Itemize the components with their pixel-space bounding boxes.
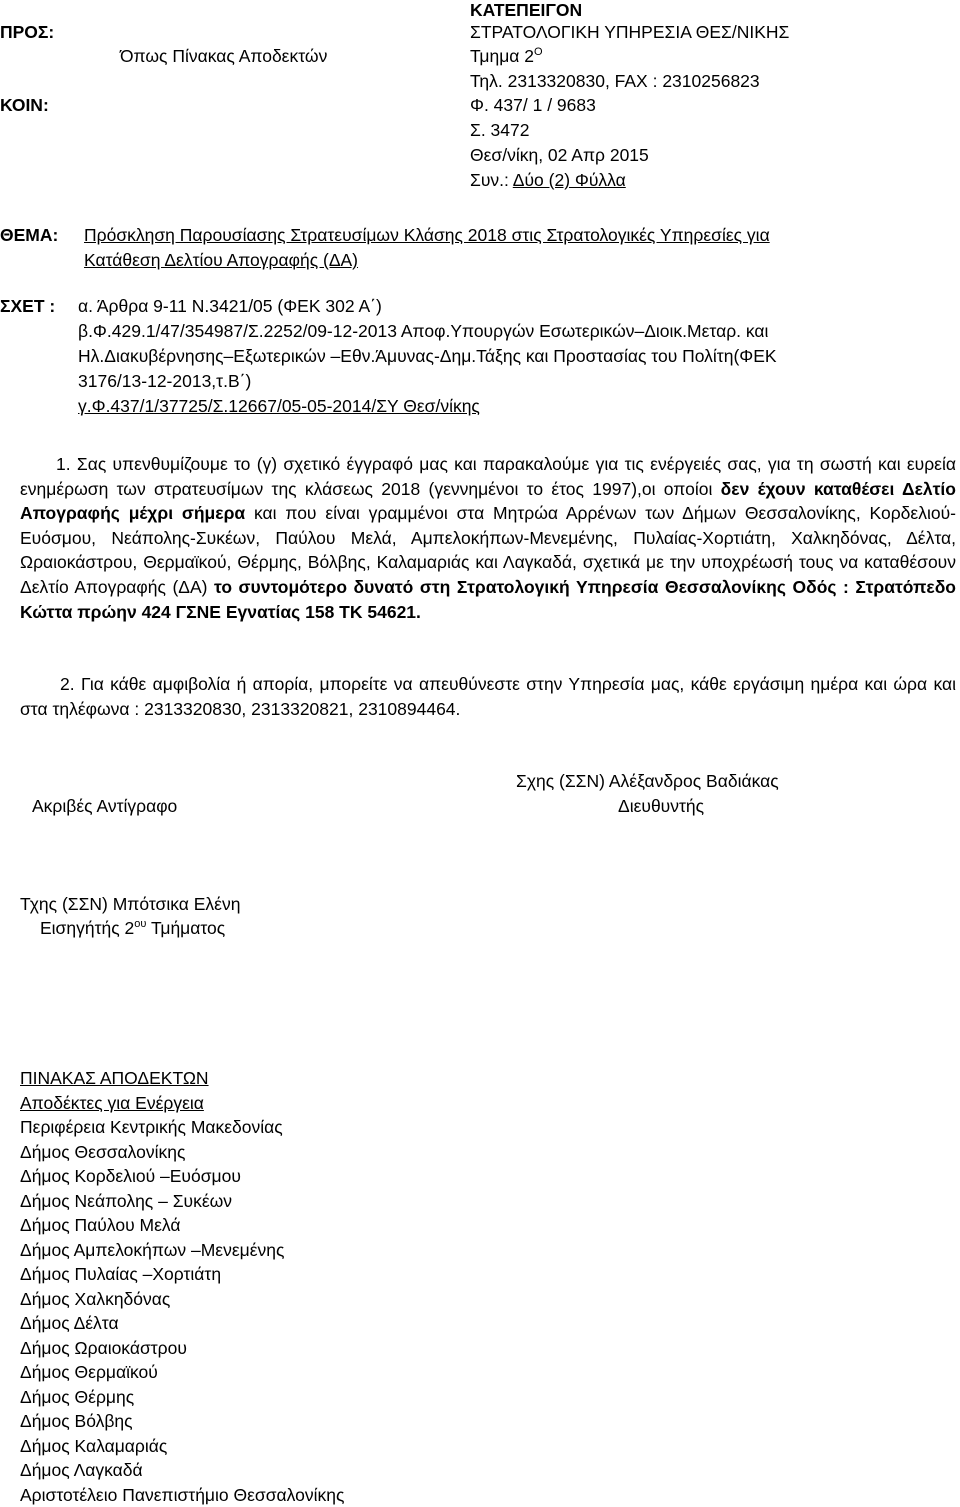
reference-b-line-1: β.Φ.429.1/47/354987/Σ.2252/09-12-2013 Αποφ.Υπουργών Εσωτερικών–Διοικ.Μεταρ. και [78, 321, 768, 343]
attachments: Συν.: Δύο (2) Φύλλα [470, 170, 626, 192]
paragraph-2-number: 2. [60, 674, 75, 694]
service-name: ΣΤΡΑΤΟΛΟΓΙΚΗ ΥΠΗΡΕΣΙΑ ΘΕΣ/ΝΙΚΗΣ [470, 22, 789, 44]
list-item: Δήμος Αμπελοκήπων –Μενεμένης [20, 1238, 344, 1263]
file-number: Φ. 437/ 1 / 9683 [470, 95, 596, 117]
urgent-mark: ΚΑΤΕΠΕΙΓΟΝ [470, 0, 582, 22]
list-item: Δήμος Θέρμης [20, 1385, 344, 1410]
true-copy-label: Ακριβές Αντίγραφο [32, 796, 177, 818]
rapporteur-title: Εισηγήτής $2^{o\upsilon}$ Τμήματος [40, 918, 225, 940]
list-item: Δήμος Βόλβης [20, 1409, 344, 1434]
signer-title: Διευθυντής [618, 796, 704, 818]
list-item: Δήμος Κορδελιού –Ευόσμου [20, 1164, 344, 1189]
list-item: Δήμος Λαγκαδά [20, 1458, 344, 1483]
list-item: Δήμος Θεσσαλονίκης [20, 1140, 344, 1165]
recipients-subheading: Αποδέκτες για Ενέργεια [20, 1091, 344, 1116]
reference-c: γ.Φ.437/1/37725/Σ.12667/05-05-2014/ΣΥ Θεσ/νίκης [78, 396, 480, 418]
paragraph-2: 2. Για κάθε αμφιβολία ή απορία, μπορείτε να απευθύνεστε στην Υπηρεσία μας, κάθε εργάσιμη ημέρα και ώρα και στα τηλέφωνα : 2313320830, 2313320821, 2310894464. [20, 672, 956, 721]
list-item: Περιφέρεια Κεντρικής Μακεδονίας [20, 1115, 344, 1140]
paragraph-1: 1. Σας υπενθυμίζουμε το (γ) σχετικό έγγραφό μας και παρακαλούμε για τις ενέργειές σας, για τη σωστή και ευρεία ενημέρωση των στρατευσίμων της κλάσεως 2018 (γεννημένοι το έτος 1997),οι οποίοι δεν έχουν καταθέσει Δελτίο Απογραφής μέχρι σήμερα και που είναι γραμμένοι στα Μητρώα Αρρένων των Δήμων Θεσσαλονίκης, Κορδελιού-Ευόσμου, Νεάπολης-Συκέων, Παύλου Μελά, Αμπελοκήπων-Μενεμένης, Πυλαίας-Χορτιάτη, Χαλκηδόνας, Δέλτα, Ωραιοκάστρου, Θερμαϊκού, Θέρμης, Βόλβης, Καλαμαριάς και Λαγκαδά, σχετικά με την υποχρέωσή τους να καταθέσουν Δελτίο Απογραφής (ΔΑ) το συντομότερο δυνατό στη Στρατολογική Υπηρεσία Θεσσαλονίκης Οδός : Στρατόπεδο Κώττα πρώην 424 ΓΣΝΕ Εγνατίας 158 ΤΚ 54621. [20, 452, 956, 624]
recipients-heading: ΠΙΝΑΚΑΣ ΑΠΟΔΕΚΤΩΝ [20, 1066, 344, 1091]
department-sup: Ο [534, 46, 543, 58]
list-item: Δήμος Καλαμαριάς [20, 1434, 344, 1459]
paragraph-1-address: το συντομότερο δυνατό στη Στρατολογική Υπηρεσία Θεσσαλονίκης Οδός : Στρατόπεδο Κώττα πρώην 424 ΓΣΝΕ Εγνατίας 158 ΤΚ 54621. [20, 577, 956, 622]
list-item: Δήμος Χαλκηδόνας [20, 1287, 344, 1312]
reference-b-line-2: Ηλ.Διακυβέρνησης–Εξωτερικών –Εθν.Άμυνας-Δημ.Τάξης και Προστασίας του Πολίτη(ΦΕΚ [78, 346, 777, 368]
list-item: Δήμος Ωραιοκάστρου [20, 1336, 344, 1361]
list-item: Δήμος Δέλτα [20, 1311, 344, 1336]
paragraph-1-number: 1. [56, 454, 71, 474]
phone-fax: Τηλ. 2313320830, FAX : 2310256823 [470, 71, 760, 93]
references-label: ΣΧΕΤ : [0, 296, 55, 318]
to-label: ΠΡΟΣ: [0, 22, 54, 44]
cc-label: ΚΟΙΝ: [0, 95, 49, 117]
reference-b-line-3: 3176/13-12-2013,τ.Β΄) [78, 371, 251, 393]
subject-line-1: Πρόσκληση Παρουσίασης Στρατευσίμων Κλάσης 2018 στις Στρατολογικές Υπηρεσίες για [84, 225, 770, 247]
subject-label: ΘΕΜΑ: [0, 225, 58, 247]
list-item: Αριστοτέλειο Πανεπιστήμιο Θεσσαλονίκης [20, 1483, 344, 1507]
reference-number: Σ. 3472 [470, 120, 529, 142]
list-item: Δήμος Νεάπολης – Συκέων [20, 1189, 344, 1214]
to-value: Όπως Πίνακας Αποδεκτών [120, 46, 327, 68]
rapporteur-name: Τχης (ΣΣΝ) Μπότσικα Ελένη [20, 894, 240, 916]
subject-line-2: Κατάθεση Δελτίου Απογραφής (ΔΑ) [84, 250, 358, 272]
reference-a: α. Άρθρα 9-11 Ν.3421/05 (ΦΕΚ 302 Α΄) [78, 296, 382, 318]
list-item: Δήμος Θερμαϊκού [20, 1360, 344, 1385]
list-item: Δήμος Παύλου Μελά [20, 1213, 344, 1238]
list-item: Δήμος Πυλαίας –Χορτιάτη [20, 1262, 344, 1287]
department: Τμημα $2^O$ [470, 46, 543, 68]
place-date: Θεσ/νίκη, 02 Απρ 2015 [470, 145, 649, 167]
paragraph-1-emphasis: δεν έχουν καταθέσει Δελτίο Απογραφής μέχρι σήμερα [20, 479, 956, 524]
recipients-list [20, 1066, 344, 1507]
signer-name: Σχης (ΣΣΝ) Αλέξανδρος Βαδιάκας [516, 771, 779, 793]
attachments-value: Δύο (2) Φύλλα [513, 170, 626, 190]
